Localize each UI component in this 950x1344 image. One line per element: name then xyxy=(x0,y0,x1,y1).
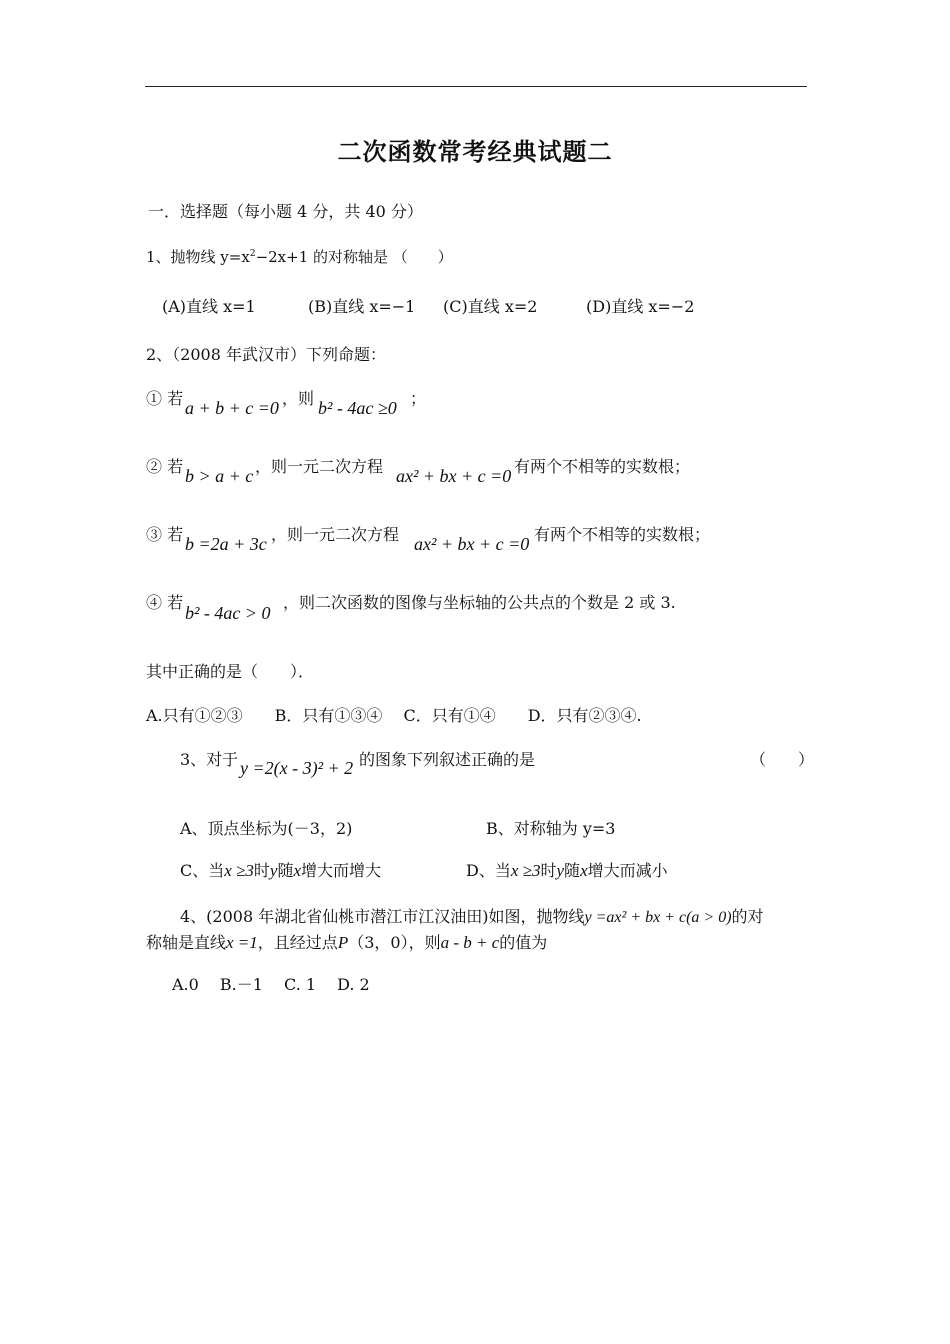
q2-statement-4-mid: ，则二次函数的图像与坐标轴的公共点的个数是 2 或 3. xyxy=(283,593,676,612)
q3-d-text4: 增大而减小 xyxy=(587,861,668,880)
q4-text3: 称轴是直线 xyxy=(146,933,227,952)
q3-d-math3: x xyxy=(580,861,588,880)
q4-math-expr: a - b + c xyxy=(440,933,500,952)
q4-math-point: P xyxy=(337,933,349,952)
q1-prefix: 1、抛物线 y=x xyxy=(146,248,250,266)
q2-statement-3-label: ③ 若 xyxy=(146,525,184,544)
q2-statement-3-mid: ，则一元二次方程 xyxy=(271,525,400,544)
q2-statement-1-math1: a + b + c =0 xyxy=(185,398,279,418)
q3-c-math3: x xyxy=(293,861,302,880)
q4-math-parabola: y =ax² + bx + c(a > 0) xyxy=(584,909,732,926)
q3-c-text1: C、当 xyxy=(180,861,225,880)
page-title: 二次函数常考经典试题二 xyxy=(337,137,613,166)
q2-statement-2-mid: ，则一元二次方程 xyxy=(255,457,384,476)
q1-option-c: (C)直线 x=2 xyxy=(443,297,538,316)
q1-option-a: (A)直线 x=1 xyxy=(162,297,256,316)
q4-text4: ，且经过点 xyxy=(257,933,338,952)
q2-statement-1-end: ； xyxy=(410,389,427,408)
q2-statement-1-mid: ，则 xyxy=(282,389,315,408)
section-heading: 一．选择题（每小题 4 分，共 40 分） xyxy=(148,202,423,221)
q3-suffix: 的图象下列叙述正确的是 xyxy=(359,750,536,769)
q4-text5: （3，0），则 xyxy=(348,933,441,952)
q2-statement-3-math2: ax² + bx + c =0 xyxy=(414,534,530,554)
q3-prefix: 3、对于 xyxy=(180,750,239,769)
q2-statement-2-math1: b > a + c xyxy=(185,466,254,486)
q1-suffix: −2x+1 的对称轴是 （ ） xyxy=(255,248,453,266)
q3-c-math2: y xyxy=(269,861,278,880)
q3-d-math1: x ≥3 xyxy=(510,861,541,880)
q2-statement-2-math2: ax² + bx + c =0 xyxy=(396,466,512,486)
q3-option-d xyxy=(466,858,668,881)
q3-c-text4: 增大而增大 xyxy=(301,861,382,880)
q2-statement-3-end: 有两个不相等的实数根； xyxy=(534,525,711,544)
q4-line-1 xyxy=(180,904,764,927)
q2-statement-1-math2: b² - 4ac ≥0 xyxy=(318,398,397,418)
q3-math: y =2(x - 3)² + 2 xyxy=(240,758,354,778)
q2-options: A.只有①②③ B．只有①③④ C．只有①④ D．只有②③④. xyxy=(146,706,642,725)
q3-c-math1: x ≥3 xyxy=(224,861,254,880)
q1-sup: 2 xyxy=(249,249,256,259)
q4-math-axis: x =1 xyxy=(226,933,258,952)
q3-option-a: A、顶点坐标为(－3，2) xyxy=(180,819,353,838)
q2-statement-4-math1: b² - 4ac > 0 xyxy=(185,603,271,623)
q3-d-text3: 随 xyxy=(564,861,581,880)
q4-text6: 的值为 xyxy=(499,933,548,952)
q3-d-text1: D、当 xyxy=(466,861,511,880)
q3-option-b: B、对称轴为 y=3 xyxy=(486,819,616,838)
q3-d-text2: 时 xyxy=(540,861,557,880)
q3-c-text2: 时 xyxy=(253,861,270,880)
q2-statement-2-end: 有两个不相等的实数根； xyxy=(514,457,691,476)
q2-statement-3-math1: b =2a + 3c xyxy=(185,534,267,554)
q2-statement-1-label: ① 若 xyxy=(146,389,184,408)
q4-text2: 的对 xyxy=(731,907,764,926)
q3-c-text3: 随 xyxy=(277,861,294,880)
q2-ask: 其中正确的是（ ）． xyxy=(146,662,315,681)
q2-statement-2-label: ② 若 xyxy=(146,457,184,476)
question-2-stem: 2、（2008 年武汉市）下列命题： xyxy=(146,345,386,364)
q4-text1: 4、(2008 年湖北省仙桃市潜江市江汉油田)如图，抛物线 xyxy=(180,907,585,926)
q2-statement-4-label: ④ 若 xyxy=(146,593,184,612)
header-rule xyxy=(145,86,807,87)
q1-option-d: (D)直线 x=−2 xyxy=(586,297,695,316)
q3-d-math2: y xyxy=(556,861,565,880)
question-1 xyxy=(146,246,453,267)
q4-line-2 xyxy=(146,930,547,953)
q3-answer-paren: （ ） xyxy=(750,750,815,769)
q1-option-b: (B)直线 x=−1 xyxy=(308,297,416,316)
q3-option-c xyxy=(180,858,381,881)
q4-options: A.0 B.－1 C. 1 D. 2 xyxy=(172,975,370,994)
